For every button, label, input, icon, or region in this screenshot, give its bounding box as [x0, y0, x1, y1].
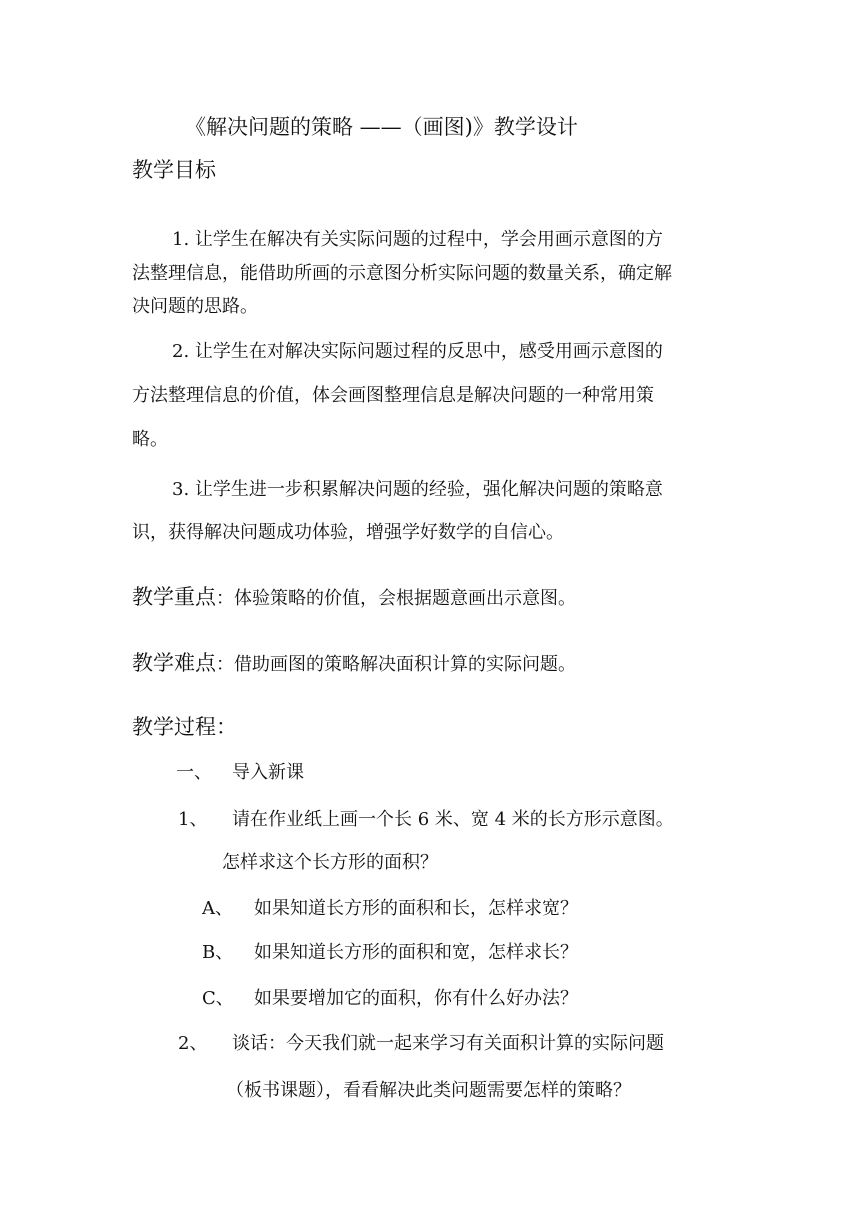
step-2-text: 谈话：今天我们就一起来学习有关面积计算的实际问题 [232, 1033, 664, 1054]
sub-item-a-marker: A、 [202, 898, 233, 919]
difficulty-label: 教学难点 [132, 651, 216, 675]
objective-2-line-1: 2. 让学生在对解决实际问题过程的反思中，感受用画示意图的 [172, 341, 663, 362]
difficulty [132, 651, 576, 677]
objective-2-line-3: 略。 [132, 429, 168, 450]
objective-3-line-2: 识，获得解决问题成功体验，增强学好数学的自信心。 [132, 522, 564, 543]
step-1-sub: 怎样求这个长方形的面积？ [222, 852, 438, 873]
objective-1-line-3: 决问题的思路。 [132, 296, 258, 317]
sub-item-c-text: 如果要增加它的面积，你有什么好办法？ [254, 988, 578, 1009]
difficulty-text: ：借助画图的策略解决面积计算的实际问题。 [216, 654, 576, 675]
objective-1-line-2: 法整理信息，能借助所画的示意图分析实际问题的数量关系，确定解 [132, 263, 672, 284]
objective-2-line-2: 方法整理信息的价值，体会画图整理信息是解决问题的一种常用策 [132, 385, 654, 406]
step-1-marker: 1、 [178, 809, 208, 830]
process-heading: 教学过程： [132, 715, 237, 739]
key-point-text: ：体验策略的价值，会根据题意画出示意图。 [216, 588, 576, 609]
section-1-marker: 一、 [176, 762, 212, 783]
step-2-marker: 2、 [178, 1033, 208, 1054]
key-point [132, 585, 576, 611]
sub-item-c-marker: C、 [202, 988, 234, 1009]
sub-item-a-text: 如果知道长方形的面积和长，怎样求宽？ [254, 898, 578, 919]
objective-3-line-1: 3. 让学生进一步积累解决问题的经验，强化解决问题的策略意 [172, 479, 663, 500]
sub-item-b-marker: B、 [202, 942, 234, 963]
objective-1-line-1: 1. 让学生在解决有关实际问题的过程中，学会用画示意图的方 [172, 229, 663, 250]
section-1-label: 导入新课 [232, 762, 304, 783]
step-1-text: 请在作业纸上画一个长 6 米、宽 4 米的长方形示意图。 [232, 809, 674, 830]
key-point-label: 教学重点 [132, 585, 216, 609]
step-2-cont: （板书课题），看看解决此类问题需要怎样的策略？ [226, 1080, 631, 1101]
document-title: 《解决问题的策略 ——（画图)》教学设计 [185, 115, 578, 139]
sub-item-b-text: 如果知道长方形的面积和宽，怎样求长？ [254, 942, 578, 963]
objectives-heading: 教学目标 [132, 158, 216, 182]
